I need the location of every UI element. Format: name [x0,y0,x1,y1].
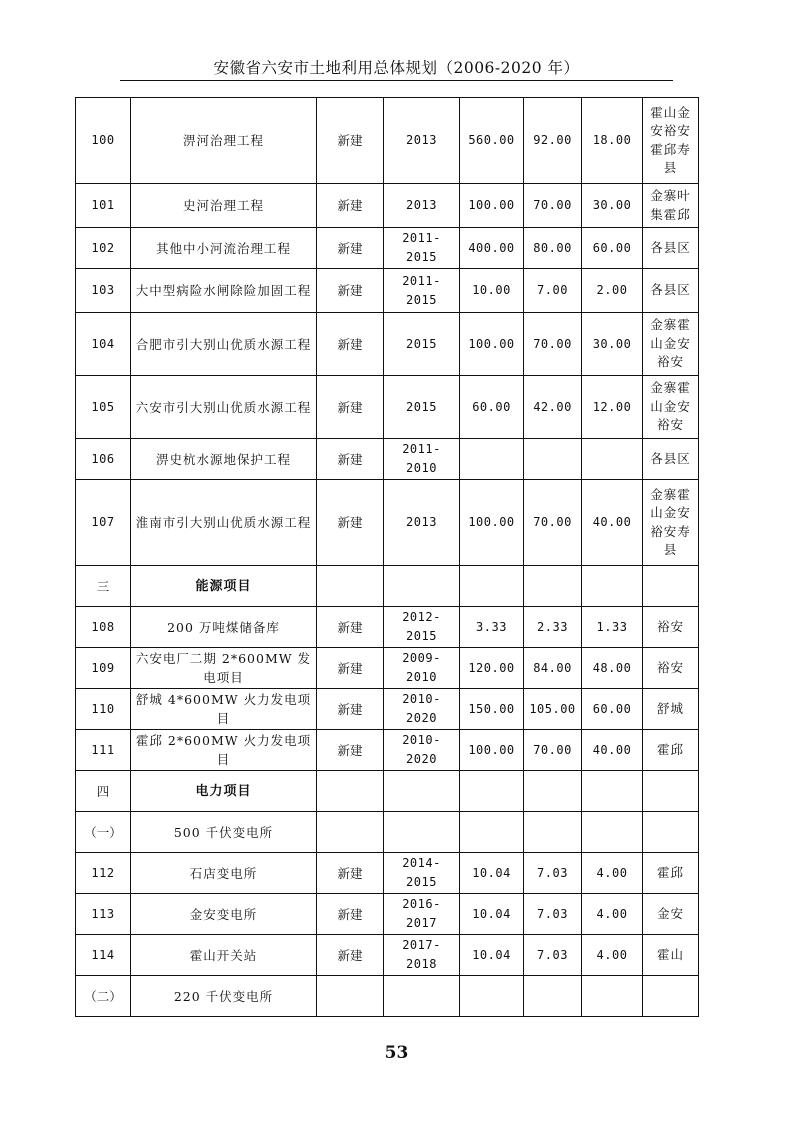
cell-area: 裕安 [643,607,699,648]
cell-value-3: 12.00 [582,376,643,439]
page-header-title: 安徽省六安市土地利用总体规划（2006-2020 年） [213,59,580,77]
table-row [76,730,699,771]
cell-value-1: 10.00 [460,269,524,313]
cell-type: 新建 [317,607,384,648]
cell-area: 裕安 [643,648,699,689]
cell-no: 102 [76,228,131,269]
cell-name: 大中型病险水闸除险加固工程 [131,269,317,313]
cell-value-3: 1.33 [582,607,643,648]
cell-value-1: 400.00 [460,228,524,269]
cell-type: 新建 [317,730,384,771]
cell-year: 2011-2015 [384,269,460,313]
cell-no: 111 [76,730,131,771]
cell-value-3: 4.00 [582,853,643,894]
cell-year [384,771,460,812]
cell-type: 新建 [317,98,384,184]
cell-name: 500 千伏变电所 [131,812,317,853]
cell-area: 金安 [643,894,699,935]
cell-value-1: 120.00 [460,648,524,689]
cell-value-2: 42.00 [524,376,582,439]
cell-year [384,566,460,607]
table-row [76,894,699,935]
table-row [76,98,699,184]
cell-no: （一） [76,812,131,853]
project-table-body [76,98,699,1017]
cell-year: 2015 [384,313,460,376]
cell-type: 新建 [317,184,384,228]
cell-no: 110 [76,689,131,730]
cell-name: 舒城 4*600MW 火力发电项目 [131,689,317,730]
cell-year: 2009-2010 [384,648,460,689]
cell-value-3: 4.00 [582,935,643,976]
cell-name: 合肥市引大别山优质水源工程 [131,313,317,376]
table-row [76,648,699,689]
cell-value-1: 100.00 [460,184,524,228]
cell-value-2: 7.00 [524,269,582,313]
cell-year: 2013 [384,184,460,228]
cell-name: 史河治理工程 [131,184,317,228]
cell-value-3: 30.00 [582,184,643,228]
cell-value-2 [524,439,582,480]
cell-area: 各县区 [643,269,699,313]
cell-area [643,771,699,812]
table-row [76,566,699,607]
cell-name: 220 千伏变电所 [131,976,317,1017]
cell-type [317,812,384,853]
cell-value-2: 7.03 [524,894,582,935]
cell-type [317,976,384,1017]
cell-value-2 [524,771,582,812]
table-row [76,607,699,648]
cell-area [643,566,699,607]
cell-name: 金安变电所 [131,894,317,935]
cell-type: 新建 [317,689,384,730]
cell-value-2: 84.00 [524,648,582,689]
cell-name: 能源项目 [131,566,317,607]
table-row [76,269,699,313]
cell-year: 2013 [384,98,460,184]
cell-type: 新建 [317,480,384,566]
cell-value-3: 2.00 [582,269,643,313]
cell-value-3: 60.00 [582,689,643,730]
cell-value-1: 100.00 [460,730,524,771]
cell-no: 100 [76,98,131,184]
cell-no: 105 [76,376,131,439]
cell-no: （二） [76,976,131,1017]
cell-value-2: 7.03 [524,853,582,894]
cell-value-2: 2.33 [524,607,582,648]
cell-area: 霍邱 [643,853,699,894]
cell-name: 霍邱 2*600MW 火力发电项目 [131,730,317,771]
cell-value-2: 70.00 [524,480,582,566]
cell-type: 新建 [317,853,384,894]
cell-value-1: 100.00 [460,313,524,376]
cell-year: 2013 [384,480,460,566]
cell-year [384,976,460,1017]
cell-value-2: 92.00 [524,98,582,184]
cell-no: 107 [76,480,131,566]
cell-value-3: 40.00 [582,480,643,566]
cell-area: 霍山 [643,935,699,976]
table-row [76,376,699,439]
cell-area [643,812,699,853]
cell-name: 电力项目 [131,771,317,812]
cell-area: 各县区 [643,439,699,480]
cell-year: 2012-2015 [384,607,460,648]
cell-name: 石店变电所 [131,853,317,894]
cell-area: 各县区 [643,228,699,269]
table-row [76,812,699,853]
cell-value-1: 560.00 [460,98,524,184]
cell-value-2: 80.00 [524,228,582,269]
cell-type: 新建 [317,376,384,439]
cell-type: 新建 [317,228,384,269]
cell-value-2: 105.00 [524,689,582,730]
table-row [76,771,699,812]
cell-no: 112 [76,853,131,894]
cell-area: 霍山金安裕安霍邱寿县 [643,98,699,184]
cell-no: 三 [76,566,131,607]
cell-value-1 [460,812,524,853]
cell-no: 113 [76,894,131,935]
cell-value-1: 10.04 [460,935,524,976]
cell-value-3: 4.00 [582,894,643,935]
cell-year: 2011-2015 [384,228,460,269]
cell-type: 新建 [317,935,384,976]
cell-no: 114 [76,935,131,976]
cell-name: 六安市引大别山优质水源工程 [131,376,317,439]
cell-value-2: 70.00 [524,730,582,771]
cell-value-1: 10.04 [460,894,524,935]
cell-value-2: 7.03 [524,935,582,976]
cell-value-1 [460,976,524,1017]
cell-type: 新建 [317,269,384,313]
cell-no: 104 [76,313,131,376]
cell-value-3: 18.00 [582,98,643,184]
cell-value-1: 150.00 [460,689,524,730]
cell-value-1: 60.00 [460,376,524,439]
cell-type [317,566,384,607]
cell-value-1: 100.00 [460,480,524,566]
table-row [76,976,699,1017]
cell-type: 新建 [317,648,384,689]
cell-value-3 [582,976,643,1017]
cell-name: 其他中小河流治理工程 [131,228,317,269]
cell-name: 淠河治理工程 [131,98,317,184]
cell-value-3 [582,812,643,853]
table-row [76,935,699,976]
cell-year: 2010-2020 [384,730,460,771]
cell-name: 淮南市引大别山优质水源工程 [131,480,317,566]
header-rule [120,80,673,81]
cell-area: 金寨霍山金安裕安 [643,313,699,376]
cell-year [384,812,460,853]
table-row [76,313,699,376]
cell-area: 金寨霍山金安裕安寿县 [643,480,699,566]
project-table [75,97,699,1017]
cell-type: 新建 [317,313,384,376]
cell-value-1: 3.33 [460,607,524,648]
cell-value-3: 48.00 [582,648,643,689]
cell-area: 霍邱 [643,730,699,771]
cell-value-2: 70.00 [524,184,582,228]
cell-area: 金寨叶集霍邱 [643,184,699,228]
cell-value-3 [582,566,643,607]
cell-no: 109 [76,648,131,689]
cell-type: 新建 [317,439,384,480]
cell-no: 四 [76,771,131,812]
cell-value-1 [460,566,524,607]
cell-area: 舒城 [643,689,699,730]
cell-no: 108 [76,607,131,648]
cell-value-3: 40.00 [582,730,643,771]
cell-value-3 [582,439,643,480]
cell-value-3: 60.00 [582,228,643,269]
cell-value-1 [460,439,524,480]
cell-year: 2011-2010 [384,439,460,480]
cell-year: 2015 [384,376,460,439]
cell-value-2 [524,976,582,1017]
cell-area [643,976,699,1017]
cell-name: 200 万吨煤储备库 [131,607,317,648]
cell-value-3 [582,771,643,812]
cell-year: 2017-2018 [384,935,460,976]
cell-name: 霍山开关站 [131,935,317,976]
table-row [76,689,699,730]
cell-value-2 [524,812,582,853]
cell-name: 六安电厂二期 2*600MW 发电项目 [131,648,317,689]
cell-value-2 [524,566,582,607]
table-row [76,184,699,228]
cell-value-1 [460,771,524,812]
table-row [76,228,699,269]
table-row [76,853,699,894]
table-row [76,439,699,480]
cell-type: 新建 [317,894,384,935]
cell-value-2: 70.00 [524,313,582,376]
cell-year: 2016-2017 [384,894,460,935]
table-row [76,480,699,566]
cell-name: 淠史杭水源地保护工程 [131,439,317,480]
cell-type [317,771,384,812]
cell-no: 106 [76,439,131,480]
cell-year: 2010-2020 [384,689,460,730]
cell-value-1: 10.04 [460,853,524,894]
cell-value-3: 30.00 [582,313,643,376]
cell-year: 2014-2015 [384,853,460,894]
cell-no: 103 [76,269,131,313]
cell-area: 金寨霍山金安裕安 [643,376,699,439]
page-number: 53 [384,1043,409,1063]
cell-no: 101 [76,184,131,228]
